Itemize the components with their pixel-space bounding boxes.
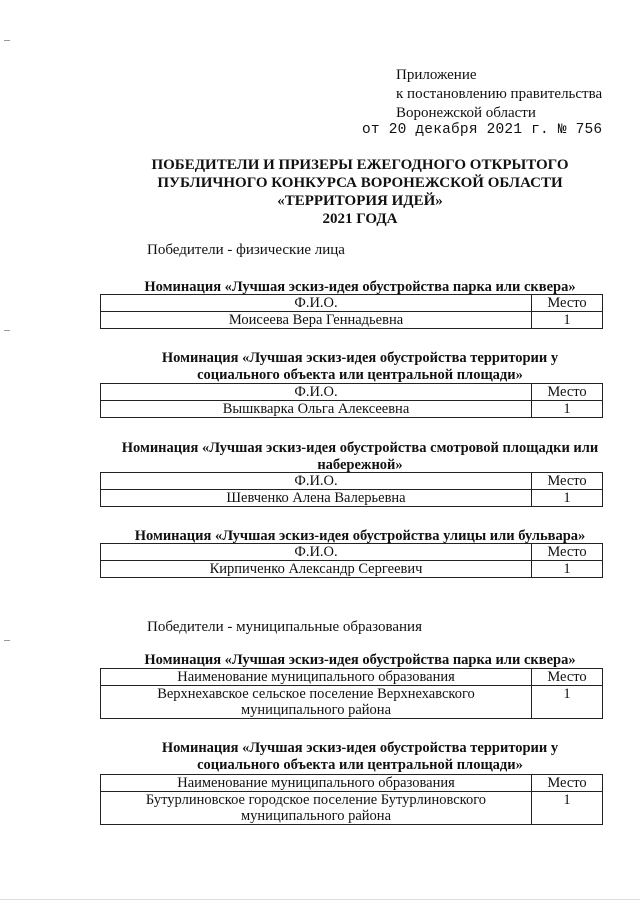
- table-row: [101, 686, 603, 719]
- nomination-title: [100, 440, 620, 474]
- appendix-reference: к постановлению правительства: [396, 86, 603, 102]
- winner-name: Кирпиченко Александр Сергеевич: [101, 561, 532, 578]
- nomination-title-line: Номинация «Лучшая эскиз-идея обустройства смотровой площадки или: [121, 440, 599, 456]
- table-header-row: [101, 295, 603, 312]
- document-title: [0, 156, 640, 228]
- title-line: ПОБЕДИТЕЛИ И ПРИЗЕРЫ ЕЖЕГОДНОГО ОТКРЫТОГО: [151, 157, 569, 173]
- municipality-name-line: муниципального района: [241, 808, 391, 824]
- nomination-title-line: Номинация «Лучшая эскиз-идея обустройства территории у: [161, 740, 559, 756]
- winners-table: [100, 472, 603, 507]
- table-row: [101, 792, 603, 825]
- table-header-row: [101, 473, 603, 490]
- nomination-title: Номинация «Лучшая эскиз-идея обустройства парка или сквера»: [144, 652, 576, 668]
- title-line: «ТЕРРИТОРИЯ ИДЕЙ»: [277, 193, 443, 209]
- nomination-title-line: набережной»: [317, 457, 403, 473]
- scan-mark: [4, 640, 10, 641]
- header-fio: Ф.И.О.: [101, 384, 532, 401]
- table-header-row: [101, 384, 603, 401]
- winner-name: Шевченко Алена Валерьевна: [101, 490, 532, 507]
- nomination-title: Номинация «Лучшая эскиз-идея обустройства парка или сквера»: [144, 279, 576, 295]
- winners-table: [100, 294, 603, 329]
- header-place: Место: [532, 473, 603, 490]
- title-line: ПУБЛИЧНОГО КОНКУРСА ВОРОНЕЖСКОЙ ОБЛАСТИ: [157, 175, 563, 191]
- winner-name: Моисеева Вера Геннадьевна: [101, 312, 532, 329]
- table-row: [101, 490, 603, 507]
- table-row: [101, 561, 603, 578]
- winner-name: Вышкварка Ольга Алексеевна: [101, 401, 532, 418]
- municipality-name-line: муниципального района: [241, 702, 391, 718]
- municipality-name-line: Верхнехавское сельское поселение Верхнехавского: [157, 686, 475, 702]
- appendix-label: Приложение: [396, 67, 477, 83]
- winners-table: [100, 383, 603, 418]
- winner-place: 1: [532, 686, 603, 719]
- table-header-row: [101, 775, 603, 792]
- winner-place: 1: [532, 792, 603, 825]
- header-place: Место: [532, 544, 603, 561]
- appendix-region: Воронежской области: [396, 105, 536, 121]
- appendix-block: [396, 66, 602, 123]
- table-header-row: [101, 669, 603, 686]
- nomination-title: [100, 350, 620, 384]
- winner-place: 1: [532, 312, 603, 329]
- municipal-winners-table: [100, 668, 603, 719]
- header-municipality: Наименование муниципального образования: [101, 669, 532, 686]
- winner-place: 1: [532, 561, 603, 578]
- title-line: 2021 ГОДА: [322, 211, 398, 227]
- header-place: Место: [532, 669, 603, 686]
- header-fio: Ф.И.О.: [101, 295, 532, 312]
- section-individuals-heading: Победители - физические лица: [147, 242, 345, 258]
- section-municipal-heading: Победители - муниципальные образования: [147, 619, 422, 635]
- scan-mark: [4, 40, 10, 41]
- nomination-title: Номинация «Лучшая эскиз-идея обустройства улицы или бульвара»: [134, 528, 586, 544]
- header-place: Место: [532, 775, 603, 792]
- nomination-title-line: Номинация «Лучшая эскиз-идея обустройства территории у: [161, 350, 559, 366]
- nomination-title: [100, 740, 620, 774]
- municipality-name: [101, 686, 532, 719]
- table-row: [101, 401, 603, 418]
- municipality-name-line: Бутурлиновское городское поселение Бутурлиновского: [145, 792, 487, 808]
- municipality-name: [101, 792, 532, 825]
- winner-place: 1: [532, 401, 603, 418]
- winners-table: [100, 543, 603, 578]
- winner-place: 1: [532, 490, 603, 507]
- header-municipality: Наименование муниципального образования: [101, 775, 532, 792]
- page-bottom-rule: [0, 899, 640, 900]
- header-fio: Ф.И.О.: [101, 473, 532, 490]
- header-place: Место: [532, 295, 603, 312]
- header-place: Место: [532, 384, 603, 401]
- decree-stamp: от 20 декабря 2021 г. № 756: [362, 122, 603, 138]
- nomination-title-line: социального объекта или центральной площади»: [197, 757, 523, 773]
- header-fio: Ф.И.О.: [101, 544, 532, 561]
- municipal-winners-table: [100, 774, 603, 825]
- table-header-row: [101, 544, 603, 561]
- scan-mark: [4, 330, 10, 331]
- nomination-title-line: социального объекта или центральной площади»: [197, 367, 523, 383]
- table-row: [101, 312, 603, 329]
